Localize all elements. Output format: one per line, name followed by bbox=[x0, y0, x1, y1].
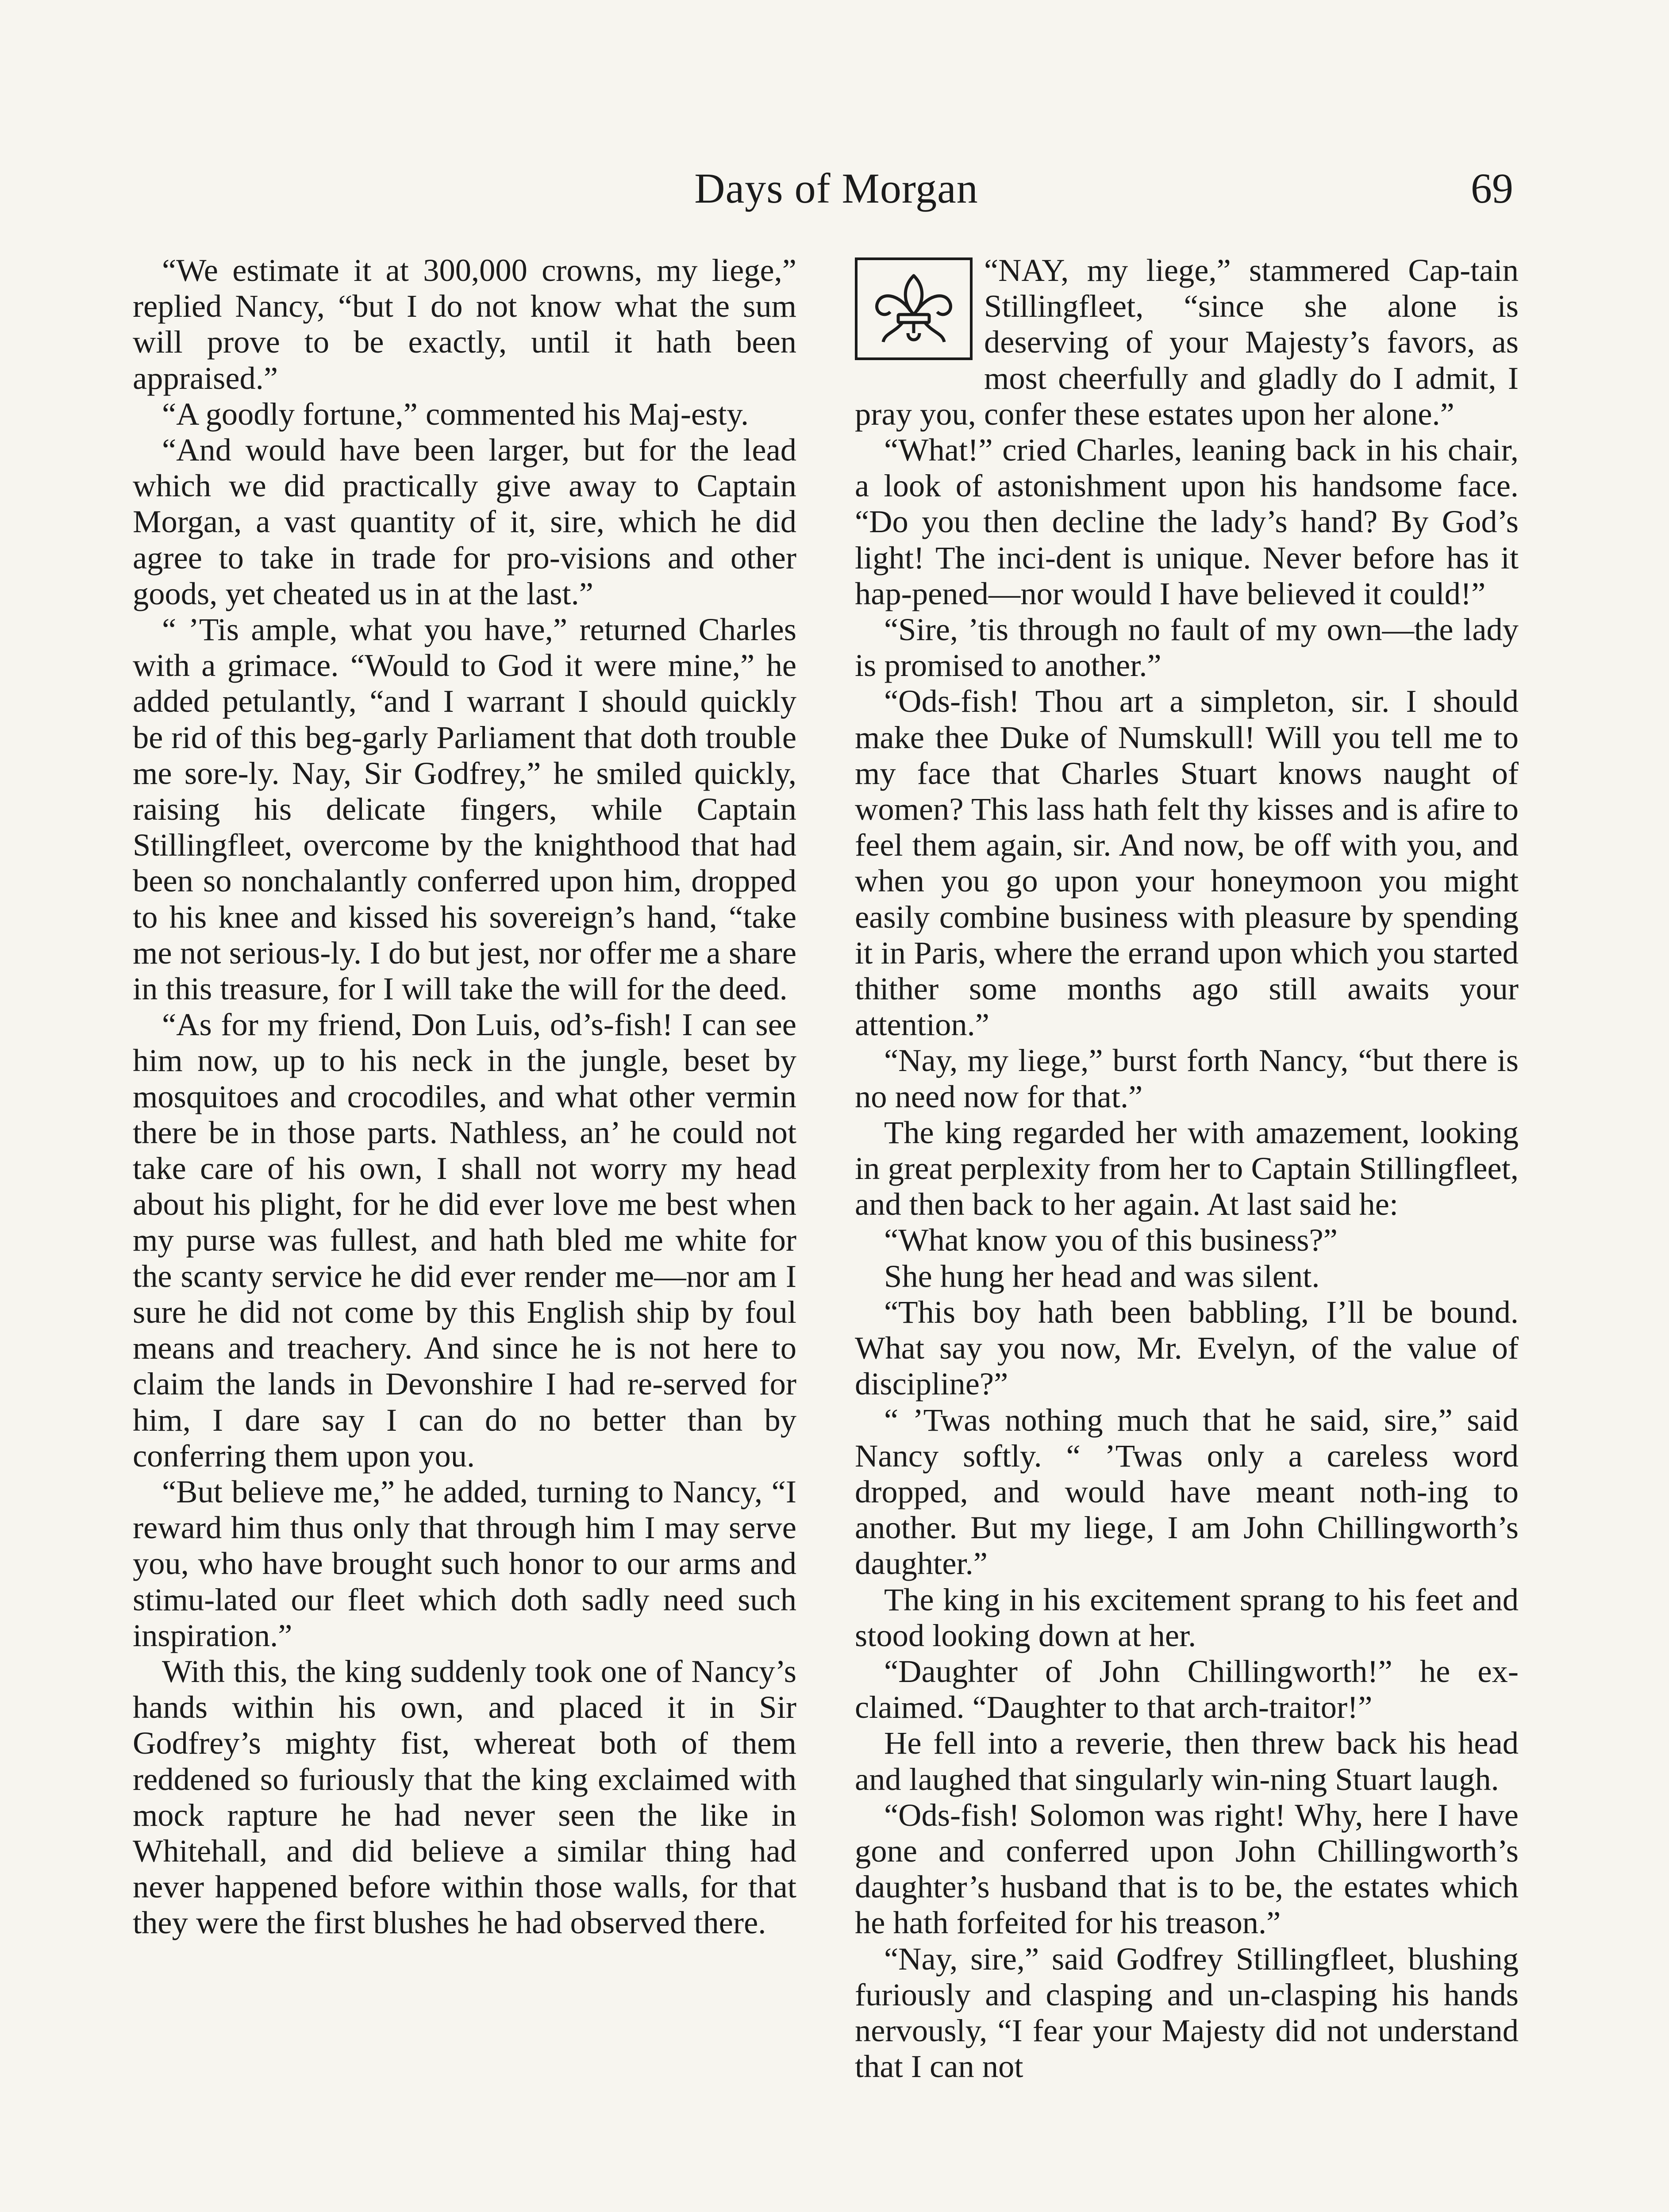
paragraph: “A goodly fortune,” commented his Maj-esty. bbox=[162, 396, 749, 432]
paragraph: “As for my friend, Don Luis, od’s-fish! I can see him now, up to his neck in the jungle, beset by mosquitoes and crocodiles, and what other vermin there be in those parts. Nathless, an’ he could not take care of his own, I shall not worry my head about his plight, for he did ever love me best when my purse was fullest, and hath bled me white for the scanty service he did ever render me—nor am I sure he did not come by this English ship by foul means and treachery. And since he is not here to claim the lands in Devonshire I had re-served for him, I dare say I can do no better than by conferring them upon you. bbox=[133, 1006, 796, 1474]
fleur-de-lis-icon bbox=[855, 257, 973, 360]
right-column bbox=[855, 252, 1519, 2084]
paragraph: “We estimate it at 300,000 crowns, my liege,” replied Nancy, “but I do not know what the sum will prove to be exactly, until it hath been appraised.” bbox=[133, 252, 796, 396]
paragraph: “But believe me,” he added, turning to Nancy, “I reward him thus only that through him I may serve you, who have brought such honor to our arms and stimu-lated our fleet which doth sadly need such inspiration.” bbox=[133, 1473, 796, 1653]
paragraph: The king regarded her with amazement, looking in great perplexity from her to Captain Stillingfleet, and then back to her again. At last said he: bbox=[855, 1114, 1519, 1222]
paragraph: “ ’Twas nothing much that he said, sire,” said Nancy softly. “ ’Twas only a careless word dropped, and would have meant noth-ing to another. But my liege, I am John Chillingworth’s daughter.” bbox=[855, 1402, 1519, 1582]
paragraph: “This boy hath been babbling, I’ll be bound. What say you now, Mr. Evelyn, of the value of discipline?” bbox=[855, 1294, 1519, 1402]
paragraph: “Nay, sire,” said Godfrey Stillingfleet, blushing furiously and clasping and un-clasping his hands nervously, “I fear your Majesty did not understand that I can not bbox=[855, 1940, 1519, 2085]
page-number: 69 bbox=[1471, 165, 1513, 212]
paragraph: She hung her head and was silent. bbox=[884, 1258, 1320, 1294]
paragraph: “And would have been larger, but for the lead which we did practically give away to Captain Morgan, a vast quantity of it, sire, which he did agree to take in trade for pro-visions and other goods, yet cheated us in at the last.” bbox=[133, 432, 796, 611]
paragraph: “Ods-fish! Thou art a simpleton, sir. I should make thee Duke of Numskull! Will you tell me to my face that Charles Stuart knows naught of women? This lass hath felt thy kisses and is afire to feel them again, sir. And now, be off with you, and when you go upon your honeymoon you might easily combine business with pleasure by spending it in Paris, where the errand upon which you started thither some months ago still awaits your attention.” bbox=[855, 683, 1519, 1043]
paragraph: “ ’Tis ample, what you have,” returned Charles with a grimace. “Would to God it were mine,” he added petulantly, “and I warrant I should quickly be rid of this beg-garly Parliament that doth trouble me sore-ly. Nay, Sir Godfrey,” he smiled quickly, raising his delicate fingers, while Captain Stillingfleet, overcome by the knighthood that had been so nonchalantly conferred upon him, dropped to his knee and kissed his sovereign’s hand, “take me not serious-ly. I do but jest, nor offer me a share in this treasure, for I will take the will for the deed. bbox=[133, 611, 796, 1007]
paragraph: “Sire, ’tis through no fault of my own—the lady is promised to another.” bbox=[855, 611, 1519, 684]
paragraph: “Nay, my liege,” burst forth Nancy, “but there is no need now for that.” bbox=[855, 1042, 1519, 1114]
paragraph: “Ods-fish! Solomon was right! Why, here I have gone and conferred upon John Chillingworth’s daughter’s husband that is to be, the estates which he hath forfeited for his treason.” bbox=[855, 1797, 1519, 1941]
paragraph: “Daughter of John Chillingworth!” he ex-claimed. “Daughter to that arch-traitor!” bbox=[855, 1653, 1519, 1725]
paragraph: “NAY, my liege,” stammered Cap-tain Stillingfleet, “since she alone is deserving of your Majesty’s favors, as most cheerfully and gladly do I admit, I pray you, confer these estates upon her alone.” bbox=[855, 252, 1519, 432]
page-header bbox=[159, 164, 1513, 226]
paragraph: “What know you of this business?” bbox=[884, 1222, 1338, 1258]
paragraph: “What!” cried Charles, leaning back in his chair, a look of astonishment upon his handsome face. “Do you then decline the lady’s hand? By God’s light! The inci-dent is unique. Never before has it hap-pened—nor would I have believed it could!” bbox=[855, 432, 1519, 611]
left-column bbox=[133, 252, 796, 1941]
paragraph: The king in his excitement sprang to his feet and stood looking down at her. bbox=[855, 1581, 1519, 1653]
paragraph: He fell into a reverie, then threw back his head and laughed that singularly win-ning Stuart laugh. bbox=[855, 1725, 1519, 1797]
running-title: Days of Morgan bbox=[694, 165, 978, 212]
paragraph: With this, the king suddenly took one of Nancy’s hands within his own, and placed it in Sir Godfrey’s mighty fist, whereat both of them reddened so furiously that the king exclaimed with mock rapture he had never seen the like in Whitehall, and did believe a similar thing had never happened before within those walls, for that they were the first blushes he had observed there. bbox=[133, 1653, 796, 1941]
